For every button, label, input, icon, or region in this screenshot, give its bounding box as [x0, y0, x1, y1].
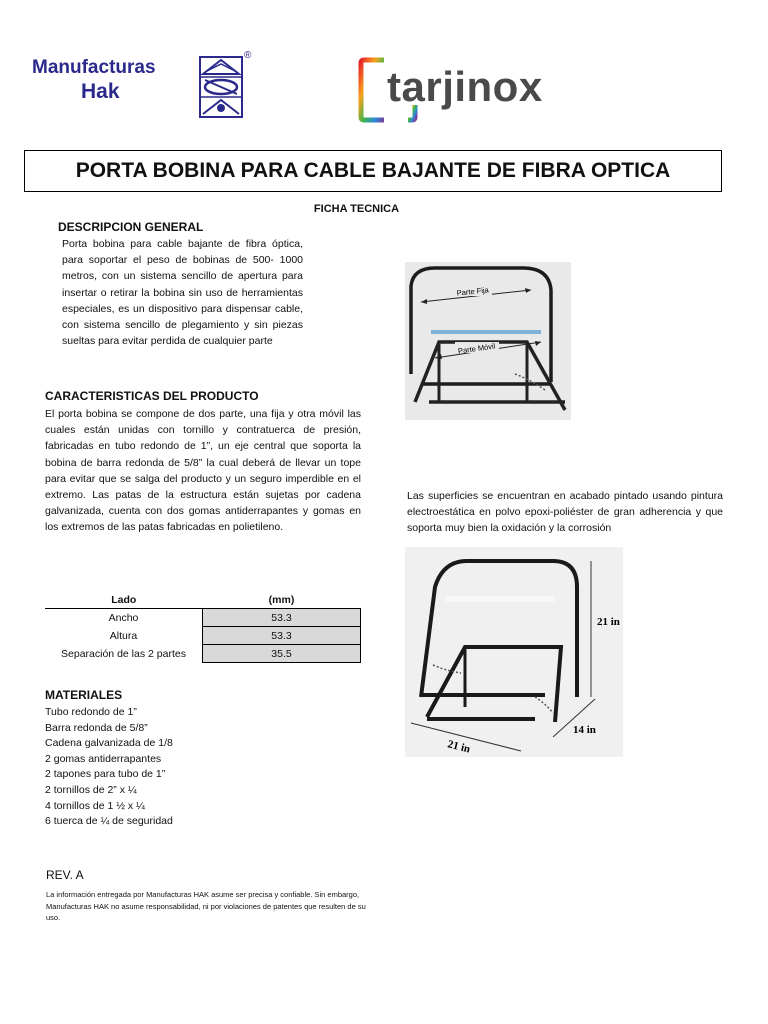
materiales-list [45, 705, 173, 830]
col-lado-header: Lado [45, 591, 203, 609]
label-parte-fija: Parte Fija [456, 285, 490, 298]
table-row [45, 645, 361, 663]
logo-line-2: Hak [81, 80, 120, 103]
descripcion-heading: DESCRIPCION GENERAL [58, 220, 204, 234]
materiales-heading: MATERIALES [45, 688, 123, 702]
hak-emblem-icon [199, 56, 243, 118]
row-value: 53.3 [203, 609, 361, 627]
list-item: 2 tornillos de 2” x ¼ [45, 783, 137, 796]
dim-depth-label: 14 in [573, 724, 596, 736]
label-parte-movil: Parte Móvil [457, 341, 496, 356]
registered-mark: ® [244, 50, 252, 61]
row-label: Separación de las 2 partes [61, 647, 186, 660]
logo-line-1: Manufacturas [32, 57, 156, 78]
product-photo-dimensions [405, 547, 623, 757]
col-mm-header: (mm) [203, 591, 361, 609]
dim-height-label: 21 in [597, 616, 620, 628]
list-item: Barra redonda de 5/8” [45, 721, 148, 734]
dimensions-table [45, 591, 361, 663]
disclaimer-text: La información entregada por Manufacturas HAK asume ser precisa y confiable. Sin embargo, Manufacturas HAK no asume responsabilidad, ni por violaciones de patentes que resulten de su uso. [46, 890, 366, 922]
ficha-tecnica-label: FICHA TECNICA [313, 203, 400, 215]
list-item: 2 gomas antiderrapantes [45, 752, 162, 765]
caracteristicas-text: El porta bobina se compone de dos parte, una fija y otra móvil las cuales están unidas con tornillo y contratuerca de presión, fabricadas en tubo redondo de 1”, un eje central que soporta la bobina de barra redonda de 5/8” la cual deberá de llevar un tope para evitar que se salga del producto y un seguro imperdible en el extremo. Las patas de la estructura están sujetas por cadena galvanizada, cuenta con dos gomas antiderrapantes y gomas en los extremos de las patas fabricadas en polietileno. [45, 408, 361, 534]
list-item: Cadena galvanizada de 1/8 [45, 737, 173, 750]
row-value: 35.5 [203, 645, 361, 663]
list-item: 4 tornillos de 1 ½ x ¼ [45, 799, 145, 812]
table-row [45, 609, 361, 627]
product-photo-parts [405, 262, 571, 420]
page-title: PORTA BOBINA PARA CABLE BAJANTE DE FIBRA OPTICA [75, 159, 671, 182]
list-item: Tubo redondo de 1” [45, 706, 137, 718]
descripcion-text: Porta bobina para cable bajante de fibra óptica, para soportar el peso de bobinas de 500- 1000 metros, con un sistema sencillo de apertura para insertar o retirar la bobina sin uso de herramientas especiales, es un dispositivo para dispensar cable, con sistema sencillo de plegamiento y sin piezas sueltas para evitar perdida de cualquier parte [62, 238, 303, 348]
manufacturas-hak-logo [32, 57, 202, 105]
revision-label: REV. A [46, 868, 84, 882]
caracteristicas-heading: CARACTERISTICAS DEL PRODUCTO [45, 389, 259, 403]
row-label: Ancho [108, 611, 139, 624]
row-value: 53.3 [203, 627, 361, 645]
table-header-row [45, 591, 361, 609]
tarjinox-logo: tarjinox [387, 63, 543, 110]
list-item: 6 tuerca de ¼ de seguridad [45, 815, 173, 828]
dim-width-label: 21 in [446, 738, 472, 756]
list-item: 2 tapones para tubo de 1” [45, 768, 166, 781]
acabado-text: Las superficies se encuentran en acabado pintado usando pintura electroestática en polvo epoxi-poliéster de gran adherencia y que soporta muy bien la oxidación y la corrosión [407, 490, 723, 535]
title-box [24, 150, 722, 192]
table-row [45, 627, 361, 645]
row-label: Altura [109, 629, 138, 642]
